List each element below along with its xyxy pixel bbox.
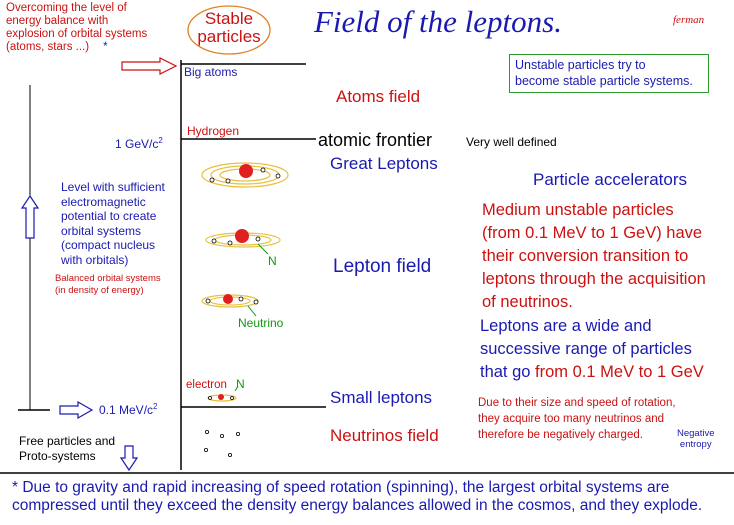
n-label: N [268, 254, 277, 268]
arrow-down [121, 446, 137, 470]
medium-lepton-system [206, 229, 280, 254]
atoms-field-label: Atoms field [336, 87, 421, 106]
arrow-up [22, 196, 38, 238]
free-particles-note: Free particles and Proto-systems [19, 434, 116, 463]
neutrinos-field-label: Neutrinos field [330, 426, 439, 445]
small-leptons-label: Small leptons [330, 388, 433, 407]
free-neutrinos [204, 430, 239, 456]
great-lepton-system [202, 163, 288, 187]
balanced-note: Balanced orbital systems (in density of energy) [55, 273, 161, 296]
author-signature: ferman [673, 14, 705, 26]
leptons-range-note: Leptons are a wide and successive range of particles that go from 0.1 MeV to 1 GeV [480, 317, 704, 381]
due-size-note: Due to their size and speed of rotation, they acquire too many neutrinos and therefore be negatively charged. [478, 397, 676, 441]
big-atoms-label: Big atoms [184, 65, 238, 79]
footnote: * Due to gravity and rapid increasing of speed rotation (spinning), the largest orbital systems are compressed until they exceed the density energy balances allowed in the cosmos, and they explode. [12, 479, 703, 514]
medium-unstable-note: Medium unstable particles (from 0.1 MeV to 1 GeV) have their conversion transition to leptons through the acquisition of neutrinos. [482, 201, 706, 311]
great-leptons-label: Great Leptons [330, 154, 438, 173]
electron-label: electron [186, 379, 227, 391]
neutrino-lepton-system [202, 294, 258, 316]
negative-entropy-label: Negative entropy [677, 428, 715, 450]
mev-label: 0.1 MeV/$c^2$ [99, 402, 158, 417]
page-title: Field of the leptons. [314, 4, 562, 39]
hydrogen-label: Hydrogen [187, 124, 240, 138]
electron-n-label: N [236, 377, 245, 391]
arrow-to-mev [60, 402, 92, 418]
overcoming-note: Overcoming the level of energy balance with explosion of orbital systems (atoms, stars ...) * [6, 2, 148, 53]
atomic-frontier-label: atomic frontier [318, 130, 433, 150]
unstable-particles-box: Unstable particles try to become stable particle systems. [509, 54, 709, 93]
level-note: Level with sufficient electromagnetic potential to create orbital systems (compact nucleus with orbitals) [61, 180, 165, 267]
neutrino-label: Neutrino [238, 316, 284, 330]
stable-particles-label: Stable particles [197, 9, 261, 46]
lepton-field-label: Lepton field [333, 256, 432, 277]
very-well-defined-label: Very well defined [466, 135, 557, 149]
gev-label: 1 GeV/$c^2$ [115, 136, 163, 151]
particle-accelerators-label: Particle accelerators [533, 170, 688, 189]
arrow-to-big-atoms [122, 58, 176, 74]
